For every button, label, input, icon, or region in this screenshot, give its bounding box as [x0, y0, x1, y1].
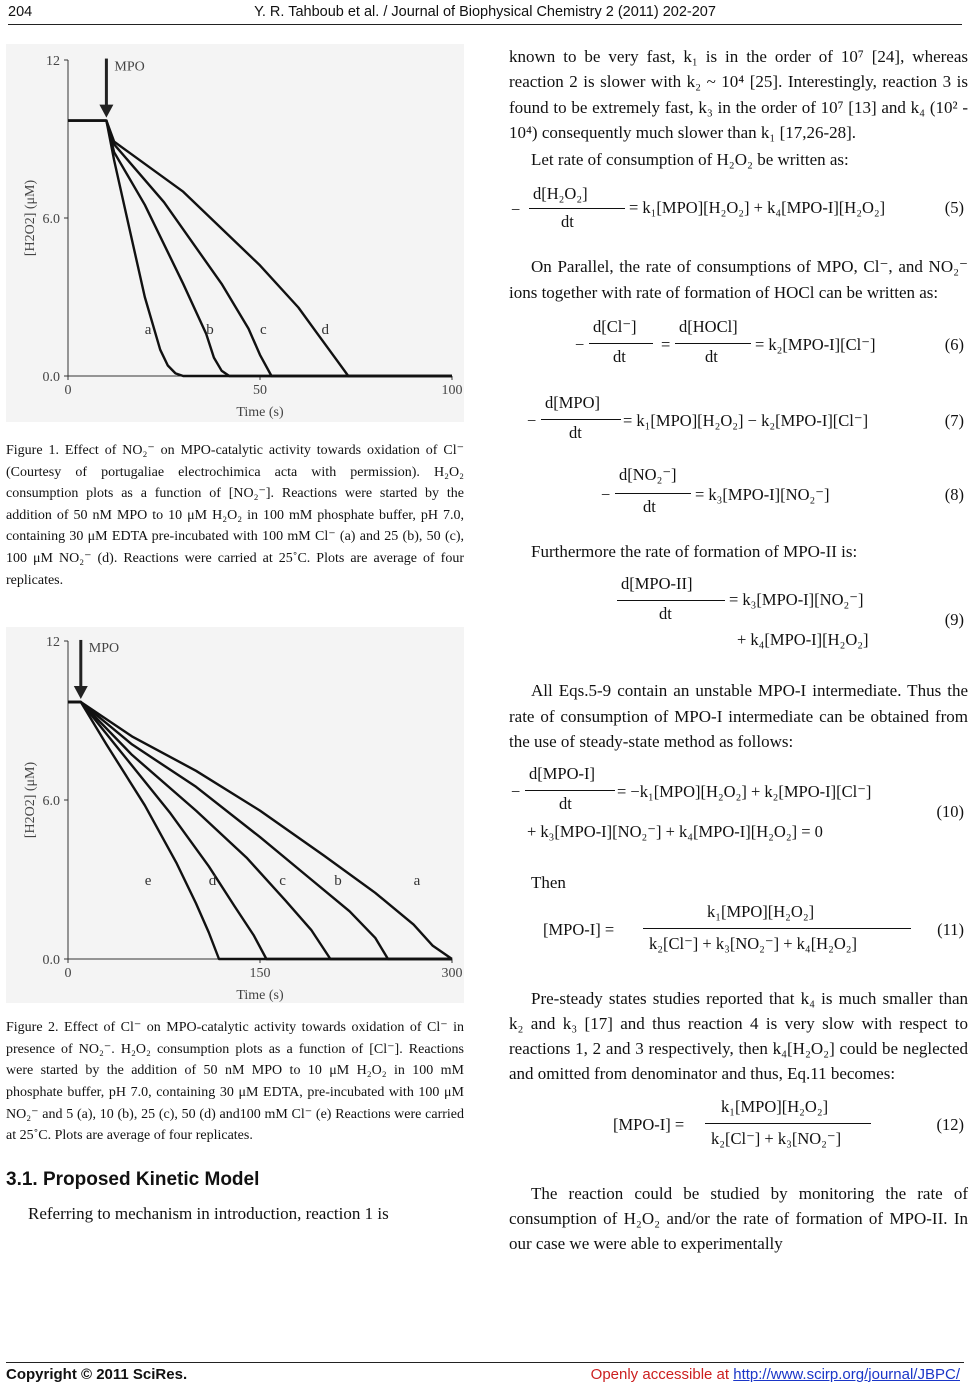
right-paragraph-2: Let rate of consumption of H₂O₂ be written as: — [531, 150, 849, 170]
eq9-rhs-line2: + k₄[MPO-I][H₂O₂] — [737, 630, 869, 650]
equation-7: − d[MPO] dt = k₁[MPO][H₂O₂] − k₂[MPO-I][Cl⁻] (7) — [527, 393, 964, 443]
right-paragraph-3: On Parallel, the rate of consumptions of MPO, Cl⁻, and NO₂⁻ ions together with rate of formation of HOCl can be written as: — [509, 257, 968, 302]
chart-background — [6, 627, 464, 1003]
mpo-annotation: MPO — [114, 59, 145, 75]
eq5-numerator: d[H₂O₂] — [533, 184, 588, 204]
figure1-chart — [6, 44, 464, 422]
y-tick-label: 6.0 — [42, 212, 60, 227]
y-tick-label: 12 — [46, 635, 60, 651]
right-paragraph-4: Furthermore the rate of formation of MPO-II is: — [531, 542, 858, 562]
series-label-e: e — [144, 872, 152, 889]
eq5-denominator: dt — [561, 212, 574, 232]
equation-11 — [509, 902, 968, 968]
eq6-denominator-2: dt — [705, 347, 718, 367]
eq8-denominator: dt — [643, 497, 656, 517]
eq8-rhs: = k₃[MPO-I][NO₂⁻] — [695, 485, 830, 505]
page-footer — [0, 1362, 970, 1388]
series-label-c: c — [260, 321, 267, 338]
eq10-rhs-line2: + k₃[MPO-I][NO₂⁻] + k₄[MPO-I][H₂O₂] = 0 — [527, 822, 823, 842]
eq10-denominator: dt — [559, 794, 572, 814]
eq12-lhs: [MPO-I] = — [613, 1114, 685, 1134]
equation-10: − d[MPO-I] dt = −k₁[MPO][H₂O₂] + k₂[MPO-I][Cl⁻] + k₃[MPO-I][NO₂⁻] + k₄[MPO-I][H₂O₂] = 0 (10) — [511, 764, 964, 842]
right-paragraph-7: Pre-steady states studies reported that k₄ is much smaller than k₂ and k₃ [17] and thus reaction 4 is very slow with respect to reactions 1, 2 and 3 respectively, then k₄[H₂O₂] could be neglected and omitted from denominator and thus, Eq.11 becomes: — [509, 988, 968, 1084]
eq7-number: (7) — [944, 411, 964, 431]
right-paragraph-1: known to be very fast, k₁ is in the order of 10⁷ [24], whereas reaction 2 is slower with k₂ ~ 10⁴ [25]. Interestingly, reaction 3 is found to be extremely fast, k₃ in the order of 10⁷ [13] and k₄ (10² - 10⁴) consequently much slower than k₁ [17,26-28]. — [509, 47, 968, 142]
x-tick-label: 150 — [249, 966, 271, 982]
eq6-denominator-1: dt — [613, 347, 626, 367]
equation-12 — [509, 1097, 968, 1163]
eq5-rhs: = k₁[MPO][H₂O₂] + k₄[MPO-I][H₂O₂] — [629, 198, 886, 218]
series-label-d: d — [321, 321, 329, 338]
eq5-number: (5) — [944, 198, 964, 218]
eq6-number: (6) — [944, 335, 964, 355]
page-header — [0, 0, 970, 26]
eq9-denominator: dt — [659, 604, 672, 624]
eq10-rhs: = −k₁[MPO][H₂O₂] + k₂[MPO-I][Cl⁻] — [617, 782, 872, 802]
right-paragraph-5: All Eqs.5-9 contain an unstable MPO-I intermediate. Thus the rate of consumption of MPO-I intermediate can be obtained from the use of steady-state method as follows: — [509, 681, 968, 751]
x-tick-label: 100 — [441, 383, 463, 398]
y-tick-label: 0.0 — [42, 953, 60, 969]
eq12-numerator: k₁[MPO][H₂O₂] — [721, 1096, 829, 1116]
right-paragraph-6: Then — [531, 873, 566, 893]
footer-rule — [6, 1362, 964, 1363]
eq6-numerator: d[Cl⁻] — [593, 317, 637, 337]
x-axis-label: Time (s) — [236, 988, 284, 1004]
series-label-c: c — [279, 872, 286, 889]
left-paragraph-1: Referring to mechanism in introduction, reaction 1 is — [28, 1203, 389, 1223]
series-label-b: b — [206, 321, 214, 338]
figure2-caption: Figure 2. Effect of Cl⁻ on MPO-catalytic activity towards oxidation of Cl⁻ in presence of NO₂⁻. H₂O₂ consumption plots as a function of [Cl⁻]. Reactions were started by the addition of 50 nM MPO to 10 μM H₂O₂ in 100 mM phosphate buffer, pH 7.0, containing 30 μM EDTA, pre-incubated with 100 μM NO₂⁻ and 5 (a), 10 (b), 25 (c), 50 (d) and100 mM Cl⁻ (e) Reactions were carried at 25˚C. Plots are average of four replicates. — [6, 1020, 464, 1144]
eq7-rhs: = k₁[MPO][H₂O₂] − k₂[MPO-I][Cl⁻] — [623, 411, 869, 431]
eq6-middle-numerator: d[HOCl] — [679, 317, 738, 337]
open-access-text: Openly accessible at — [590, 1366, 734, 1383]
eq9-rhs: = k₃[MPO-I][NO₂⁻] — [729, 590, 864, 610]
eq11-numerator: k₁[MPO][H₂O₂] — [707, 901, 815, 921]
eq9-numerator: d[MPO-II] — [621, 574, 693, 594]
eq12-denominator: k₂[Cl⁻] + k₃[NO₂⁻] — [711, 1128, 842, 1148]
right-column — [509, 44, 968, 1257]
series-label-d: d — [208, 872, 217, 889]
right-paragraph-8: The reaction could be studied by monitoring the rate of consumption of H₂O₂ and/or the rate of formation of MPO-II. In our case we were able to experimentally — [509, 1183, 968, 1254]
header-rule — [8, 24, 962, 25]
page-number: 204 — [8, 4, 33, 20]
eq9-number: (9) — [944, 610, 964, 630]
figure2-chart — [6, 627, 464, 1003]
y-tick-label: 0.0 — [42, 370, 60, 385]
eq12-number: (12) — [936, 1114, 964, 1134]
y-axis-label: [H2O2] (μM) — [23, 179, 38, 257]
figure1-caption: Figure 1. Effect of NO₂⁻ on MPO-catalytic activity towards oxidation of Cl⁻ (Courtesy of portugaliae electrochimica acta with permission). H₂O₂ consumption plots as a function of [NO₂⁻]. Reactions were started by the addition of 50 nM MPO to 10 μM H₂O₂ in 100 mM phosphate buffer, pH 7.0, containing 30 μM EDTA pre-incubated with 100 mM Cl⁻ (a) and 25 (b), 50 (c), 100 μM NO₂⁻ (d). Reactions were carried at 25˚C. Plots are average of four replicates. — [6, 443, 464, 588]
y-tick-label: 6.0 — [42, 794, 60, 810]
journal-reference: Y. R. Tahboub et al. / Journal of Biophysical Chemistry 2 (2011) 202-207 — [254, 4, 716, 20]
open-access-note — [591, 1366, 960, 1383]
equation-8: − d[NO₂⁻] dt = k₃[MPO-I][NO₂⁻] (8) — [601, 465, 964, 517]
eq10-numerator: d[MPO-I] — [529, 764, 595, 784]
equation-5: − d[H₂O₂] dt = k₁[MPO][H₂O₂] + k₄[MPO-I][H₂O₂] (5) — [511, 184, 964, 232]
x-tick-label: 50 — [253, 383, 267, 398]
x-tick-label: 0 — [64, 966, 72, 982]
series-label-a: a — [413, 872, 421, 889]
eq11-lhs: [MPO-I] = — [543, 919, 615, 939]
eq8-numerator: d[NO₂⁻] — [619, 465, 677, 485]
eq7-numerator: d[MPO] — [545, 393, 601, 413]
journal-link[interactable]: http://www.scirp.org/journal/JBPC/ — [733, 1366, 960, 1383]
eq8-number: (8) — [944, 485, 964, 505]
equation-6: − d[Cl⁻] dt = d[HOCl] dt = k₂[MPO-I][Cl⁻] (6) — [575, 317, 964, 367]
x-axis-label: Time (s) — [236, 405, 284, 420]
eq6-rhs: = k₂[MPO-I][Cl⁻] — [755, 335, 876, 355]
y-axis-label: [H2O2] (μM) — [23, 761, 38, 839]
series-label-a: a — [144, 321, 152, 338]
eq7-denominator: dt — [569, 423, 582, 443]
section-heading: 3.1. Proposed Kinetic Model — [6, 1168, 260, 1190]
equation-9 — [509, 572, 968, 664]
eq11-number: (11) — [937, 919, 964, 939]
left-column — [6, 44, 464, 1226]
eq10-number: (10) — [936, 802, 964, 822]
mpo-annotation: MPO — [88, 641, 120, 657]
y-tick-label: 12 — [46, 54, 60, 69]
copyright: Copyright © 2011 SciRes. — [6, 1366, 188, 1383]
x-tick-label: 300 — [441, 966, 463, 982]
x-tick-label: 0 — [64, 383, 72, 398]
eq11-denominator: k₂[Cl⁻] + k₃[NO₂⁻] + k₄[H₂O₂] — [649, 933, 858, 953]
series-label-b: b — [334, 872, 342, 889]
chart-background — [6, 44, 464, 422]
